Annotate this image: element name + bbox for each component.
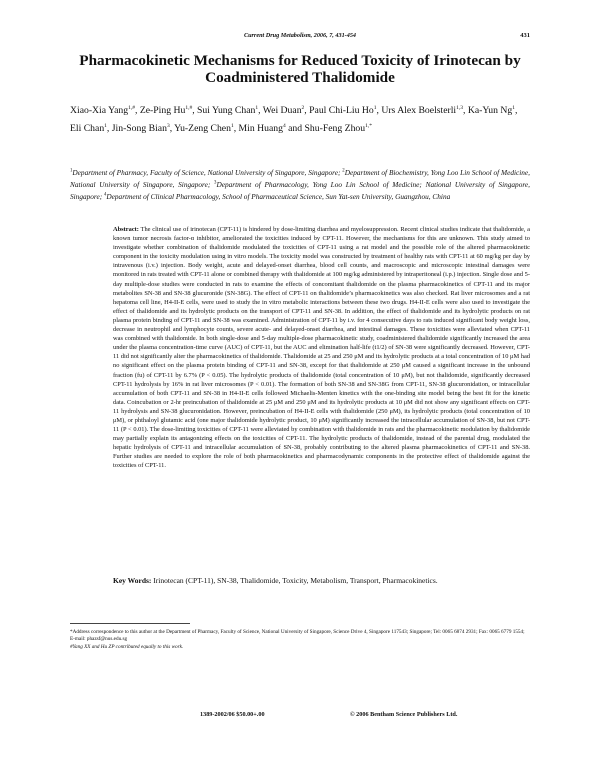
issn-price: 1389-2002/06 $50.00+.00 [200, 711, 265, 718]
affiliation: $^1$Department of Pharmacy, Faculty of Science, National University of Singapore, Singapore; [70, 168, 341, 178]
footnotes [70, 629, 530, 651]
equal-contribution-footnote: #Yang XX and Hu ZP contributed equally to this work. [70, 643, 184, 650]
author: Eli Chan$^1$ [70, 122, 107, 135]
journal-citation: Current Drug Metabolism, 2006, 7, 431-454 [243, 32, 357, 39]
author-list: Xiao-Xia Yang$^{1,\#}$, Ze-Ping $Hu^{1,\#}$, Sui Yung Chan$^1$, Wei Duan$^2$, Paul Chi-Liu Ho$^1$, Urs Alex Boelsterli$^{1,3}$, Ka-Yun Ng$^1$, Eli Chan$^1$, Jin-Song Bian$^3$, Yu-Zeng Chen$^1$, Min Huang$^4$ and Shu-Feng Zhou$^{1,*}$ [70, 105, 518, 135]
abstract-text: The clinical use of irinotecan (CPT-11) is hindered by dose-limiting diarrhea and myelosuppression. Recent clinical studies indicate that thalidomide, a known tumor necrosis factor-α inhibitor, ameliorated the toxicities induced by CPT-11. However, the mechanisms for this are unknown. This study aimed to investigate whether combination of thalidomide modulated the toxicities of CPT-11 using a rat model and the possible role of the altered pharmacokinetic component in the toxicity modulation using in vitro models. The toxicity model was constructed by treatment of healthy rats with CPT-11 at 60 mg/kg per day by intravenous (i.v.) injection. Body weight, acute and delayed-onset diarrhea, blood cell counts, and macroscopic and microscopic intestinal damages were monitored in rats treated with CPT-11 alone or combined therapy with thalidomide at 100 mg/kg administered by intraperitoneal (i.p.) injection. Single dose and 5-day multiple-dose studies were conducted in rats to examine the effects of concomitant thalidomide on the plasma pharmacokinetics of CPT-11 and its major metabolites SN-38 and SN-38 glucuronide (SN-38G). The effect of CPT-11 on thalidomide’s pharmacokinetics was also checked. Rat liver microsomes and a rat hepatoma cell line, H4-II-E cells, were used to study the in vitro metabolic interactions between these two drugs. H4-II-E cells were also used to investigate the effect of thalidomide and its hydrolytic products on the transport of CPT-11 and SN-38. In addition, the effect of thalidomide and its hydrolytic products on rat plasma protein binding of CPT-11 and SN-38 was examined. Administration of CPT-11 by i.v. for 4 consecutive days to rats induced significant body weight loss, decrease in neutrophil and lymphocyte counts, severe acute- and delayed-onset diarrhea, and intestinal damages. These toxicities were alleviated when CPT-11 was combined with thalidomide. In both single-dose and 5-day multiple-dose pharmacokinetic study, coadministered thalidomide significantly increased the area under the plasma concentration-time curve (AUC) of CPT-11, but the AUC and elimination half-life (t1/2) of SN-38 were significantly decreased. However, CPT-11 did not significantly alter the pharmacokinetics of thalidomide. Thalidomide at 25 and 250 μM and its hydrolytic products at a total concentration of 10 μM had no significant effect on the plasma protein binding of CPT-11 and SN-38, except for that thalidomide at 250 μM caused a significant increase in the unbound fraction (fu) of CPT-11 by 6.7% (P < 0.05). The hydrolytic products of thalidomide (total concentration of 10 μM), but not thalidomide, significantly decreased CPT-11 hydrolysis by 16% in rat liver microsomes (P < 0.01). The formation of both SN-38 and SN-38G from CPT-11, SN-38 glucuronidation, or intracellular accumulation of both CPT-11 and SN-38 in H4-II-E cells followed Michaelis-Menten kinetics with the one-binding site model being the best fit for the kinetic data. Coincubation or 2-hr preincubation of thalidomide at 25 μM and 250 μM and its hydrolytic products at 10 μM did not show any significant effects on CPT-11 hydrolysis and SN-38 glucuronidation. However, preincubation of H4-II-E cells with thalidomide (250 μM), its hydrolytic products (total concentration of 10 μM), or phthaloyl glutamic acid (one major thalidomide hydrolytic product, 10 μM) significantly increased the intracellular accumulation of SN-38, but not CPT-11 (P < 0.01). The dose-limiting toxicities of CPT-11 were alleviated by combination with thalidomide in rats and the pharmacokinetic modulation by thalidomide may partially explain its antagonizing effects on the toxicities of CPT-11. The hydrolytic products of thalidomide, instead of the parental drug, modulated the hepatic hydrolysis of CPT-11 and intracellular accumulation of SN-38, probably contributing to the altered plasma pharmacokinetics of CPT-11 and SN-38. Further studies are needed to explore the role of both pharmacokinetics and pharmacodynamic components in the protective effect of thalidomide against the toxicities of CPT-11. [113, 226, 531, 470]
author: Paul Chi-Liu Ho$^1$ [309, 105, 377, 117]
footnote-divider [70, 623, 190, 624]
author: Min Huang$^4$ [238, 122, 286, 135]
abstract-label: Abstract: [113, 226, 139, 233]
keywords-label: Key Words: [113, 576, 152, 585]
paper-title: Pharmacokinetic Mechanisms for Reduced Toxicity of Irinotecan by Coadministered Thalidomide [79, 52, 521, 86]
author: Ze-Ping $Hu^{1,\#}$ [139, 105, 193, 117]
author: Yu-Zeng Chen$^1$ [174, 122, 234, 135]
author: Ka-Yun Ng$^1$ [467, 105, 516, 117]
author: Wei Duan$^2$ [262, 105, 305, 117]
affiliation: $^3$Department of Pharmacology, Yong Loo Lin School of Medicine; National University of Singapore, Singapore; [70, 180, 530, 201]
page-number: 431 [520, 32, 530, 39]
author: Sui Yung Chan$^1$ [197, 105, 259, 117]
copyright-publisher: © 2006 Bentham Science Publishers Ltd. [350, 711, 458, 718]
keywords-text: Irinotecan (CPT-11), SN-38, Thalidomide, Toxicity, Metabolism, Transport, Pharmacokinetics. [153, 576, 438, 585]
affiliation: $^4$Department of Clinical Pharmacology, School of Pharmaceutical Science, Sun Yat-sen University, Guangzhou, China [103, 191, 451, 201]
running-header [70, 32, 530, 44]
author: Urs Alex Boelsterli$^{1,3}$ [381, 105, 464, 117]
keywords [113, 576, 530, 586]
affiliation: $^2$Department of Biochemistry, Yong Loo Lin School of Medicine, National University of Singapore, Singapore; [70, 168, 530, 190]
affiliations [70, 167, 530, 202]
author: Xiao-Xia Yang$^{1,\#}$ [70, 105, 135, 117]
author: Shu-Feng Zhou$^{1,*}$ [304, 122, 372, 135]
abstract [113, 225, 530, 471]
correspondence-footnote: *Address correspondence to this author at the Department of Pharmacy, Faculty of Science, National University of Singapore, Science Drive 4, Singapore 117543; Singapore; Tel: 0065 6874 2931; Fax: 0065 6779 1554; E-mail: phazsf@nus.edu.sg [70, 629, 525, 643]
author: Jin-Song Bian$^3$ [111, 122, 170, 135]
page-footer [70, 711, 530, 721]
